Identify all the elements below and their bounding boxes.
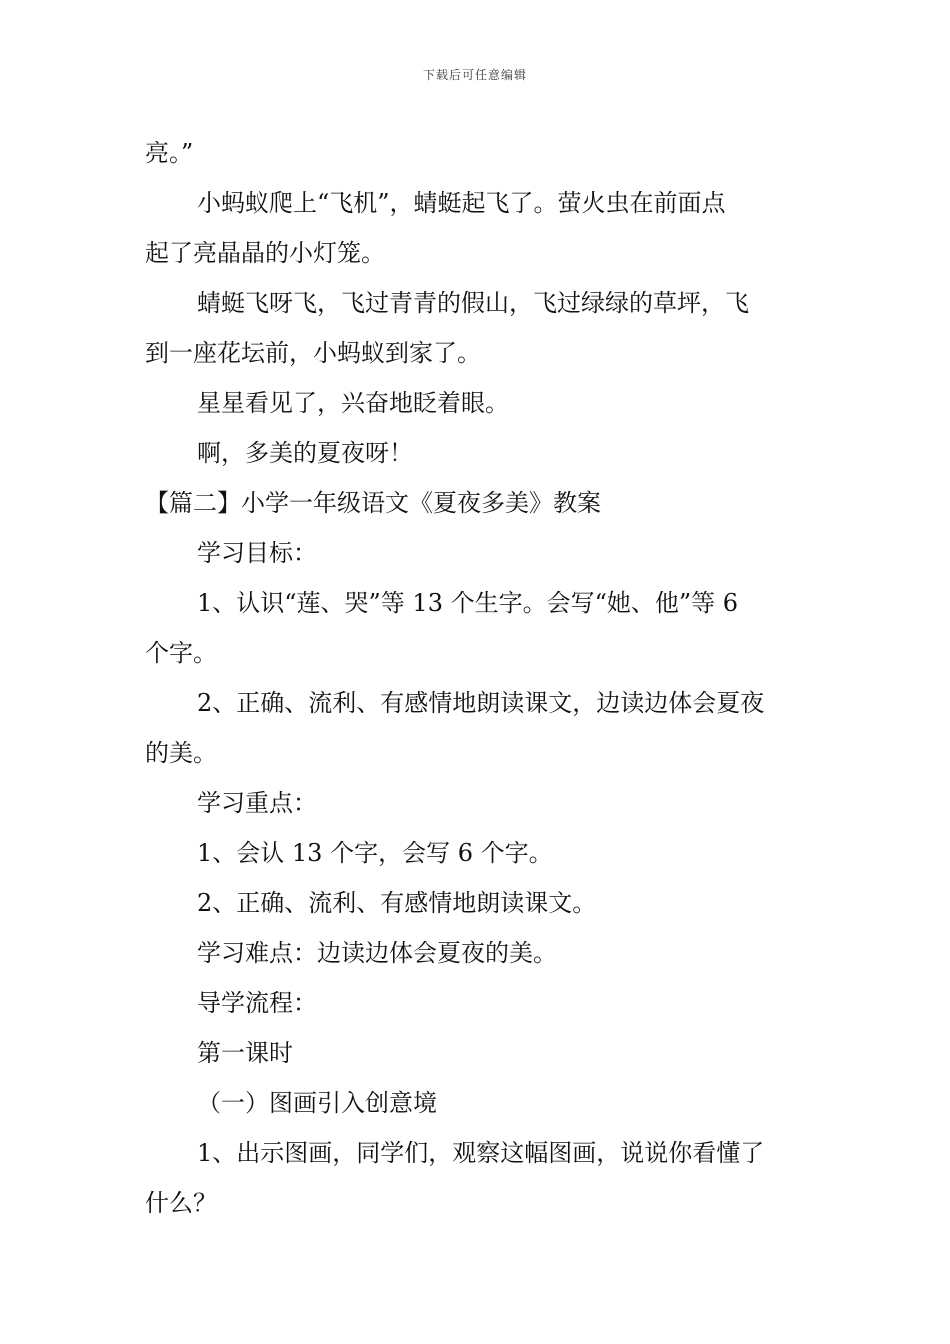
paragraph-line: 小蚂蚁爬上“飞机”，蜻蜓起飞了。萤火虫在前面点 (197, 189, 726, 217)
paragraph-line: 第一课时 (197, 1039, 293, 1067)
paragraph-line: 个字。 (145, 639, 217, 667)
paragraph-line: 学习难点：边读边体会夏夜的美。 (197, 939, 557, 967)
paragraph-line: 蜻蜓飞呀飞，飞过青青的假山，飞过绿绿的草坪，飞 (197, 289, 749, 317)
page-header: 下载后可任意编辑 (422, 68, 527, 82)
paragraph-line: 的美。 (145, 739, 217, 767)
paragraph-line: 到一座花坛前，小蚂蚁到家了。 (145, 339, 481, 367)
paragraph-line: 学习重点： (197, 789, 317, 817)
paragraph-line: 1、出示图画，同学们，观察这幅图画，说说你看懂了 (197, 1139, 765, 1167)
paragraph-line: 2、正确、流利、有感情地朗读课文，边读边体会夏夜 (197, 689, 765, 717)
paragraph-line: 啊，多美的夏夜呀！ (197, 439, 413, 467)
paragraph-line: 亮。” (145, 139, 194, 167)
paragraph-line: 起了亮晶晶的小灯笼。 (145, 239, 385, 267)
paragraph-line: 1、会认 13 个字，会写 6 个字。 (197, 839, 553, 867)
paragraph-line: 2、正确、流利、有感情地朗读课文。 (197, 889, 597, 917)
paragraph-line: 学习目标： (197, 539, 317, 567)
section-heading: 【篇二】小学一年级语文《夏夜多美》教案 (145, 489, 601, 517)
document-body (145, 128, 810, 1228)
paragraph-line: 1、认识“莲、哭”等 13 个生字。会写“她、他”等 6 (197, 589, 739, 617)
paragraph-line: 导学流程： (197, 989, 317, 1017)
paragraph-line: 星星看见了，兴奋地眨着眼。 (197, 389, 509, 417)
paragraph-line: （一）图画引入创意境 (197, 1089, 437, 1117)
paragraph-line: 什么？ (145, 1189, 217, 1217)
